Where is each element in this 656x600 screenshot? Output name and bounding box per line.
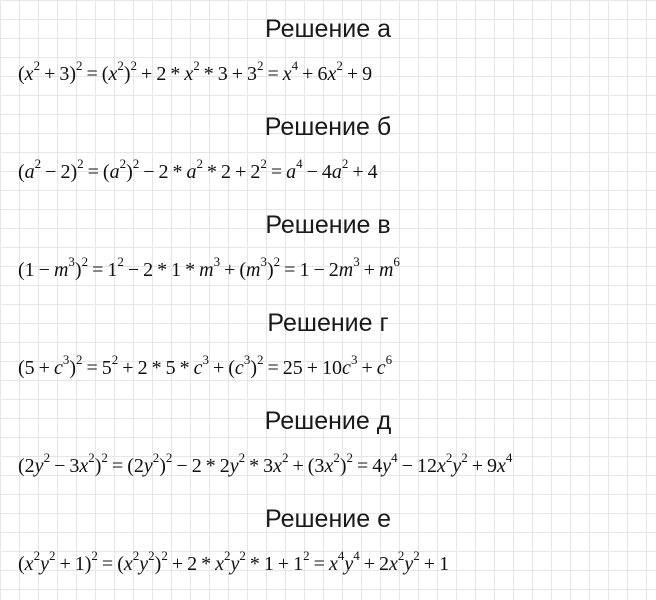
solution-g (0, 308, 656, 338)
solution-formula: $(1 - m^3)^2 = 1^2 - 2 * 1 * m^3 + (m^3)^2 = 1 - 2m^3 + m^6$ (18, 254, 400, 281)
solution-heading: Решение г (267, 309, 389, 337)
solution-formula: $(x^2 + 3)^2 = (x^2)^2 + 2 * x^2 * 3 + 3^2 = x^4 + 6x^2 + 9$ (18, 58, 373, 85)
solution-a (0, 14, 656, 44)
solution-formula: $(x^2y^2 + 1)^2 = (x^2y^2)^2 + 2 * x^2y^2 * 1 + 1^2 = x^4y^4 + 2x^2y^2 + 1$ (18, 548, 450, 575)
solution-b (0, 112, 656, 142)
solution-heading: Решение д (264, 407, 392, 435)
solution-formula: $(5 + c^3)^2 = 5^2 + 2 * 5 * c^3 + (c^3)^2 = 25 + 10c^3 + c^6$ (18, 352, 393, 379)
solution-heading: Решение б (264, 113, 392, 141)
solution-formula: $(2y^2 - 3x^2)^2 = (2y^2)^2 - 2 * 2y^2 * 3x^2 + (3x^2)^2 = 4y^4 - 12x^2y^2 + 9x^4$ (18, 450, 513, 477)
solution-heading: Решение е (265, 505, 391, 533)
solution-formula: $(a^2 - 2)^2 = (a^2)^2 - 2 * a^2 * 2 + 2^2 = a^4 - 4a^2 + 4$ (18, 156, 378, 183)
solution-d (0, 406, 656, 436)
solution-e (0, 504, 656, 534)
solution-heading: Решение в (265, 211, 391, 239)
solution-heading: Решение а (265, 15, 391, 43)
solution-v (0, 210, 656, 240)
